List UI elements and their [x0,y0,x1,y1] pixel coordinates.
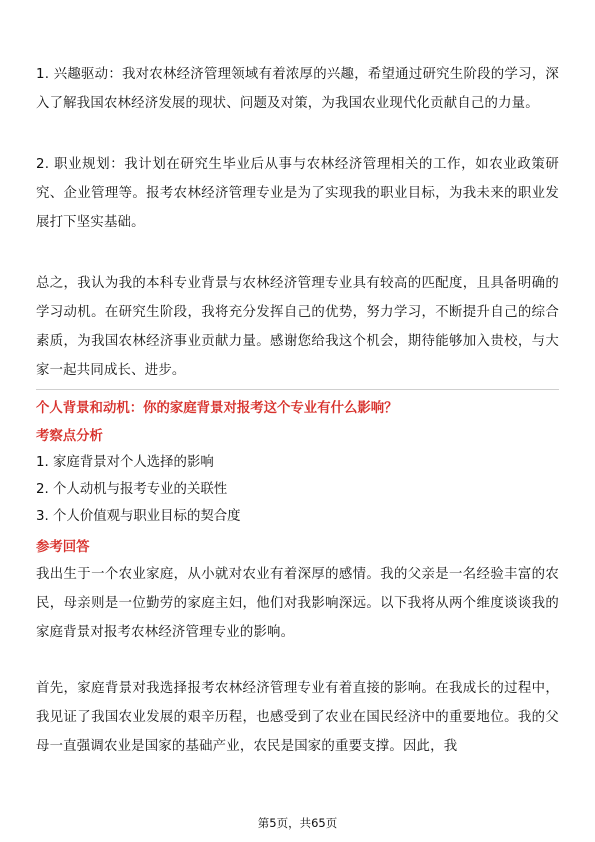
section-divider [36,389,559,390]
reference-answer-title: 参考回答 [36,540,90,555]
page-content [36,60,559,761]
answer-paragraph-first: 首先，家庭背景对我选择报考农林经济管理专业有着直接的影响。在我成长的过程中，我见证了我国农业发展的艰辛历程，也感受到了农业在国民经济中的重要地位。我的父母一直强调农业是国家的基础产业，农民是国家的重要支撑。因此，我 [36,681,559,754]
analysis-point: 1. 家庭背景对个人选择的影响 [36,455,214,470]
paragraph-career-plan: 2. 职业规划：我计划在研究生毕业后从事与农林经济管理相关的工作，如农业政策研究、企业管理等。报考农林经济管理专业是为了实现我的职业目标，为我未来的职业发展打下坚实基础。 [36,157,559,230]
analysis-point: 3. 个人价值观与职业目标的契合度 [36,509,241,524]
paragraph-conclusion: 总之，我认为我的本科专业背景与农林经济管理专业具有较高的匹配度，且具备明确的学习动机。在研究生阶段，我将充分发挥自己的优势，努力学习，不断提升自己的综合素质，为我国农林经济事业贡献力量。感谢您给我这个机会，期待能够加入贵校，与大家一起共同成长、进步。 [36,276,559,378]
analysis-list [36,449,559,530]
paragraph-interest-drive: 1. 兴趣驱动：我对农林经济管理领域有着浓厚的兴趣，希望通过研究生阶段的学习，深入了解我国农林经济发展的现状、问题及对策，为我国农业现代化贡献自己的力量。 [36,67,559,111]
question-heading: 个人背景和动机：你的家庭背景对报考这个专业有什么影响？ [36,401,398,416]
answer-paragraph-intro: 我出生于一个农业家庭，从小就对农业有着深厚的感情。我的父亲是一名经验丰富的农民，母亲则是一位勤劳的家庭主妇，他们对我影响深远。以下我将从两个维度谈谈我的家庭背景对报考农林经济管理专业的影响。 [36,567,559,640]
analysis-point: 2. 个人动机与报考专业的关联性 [36,482,228,497]
page-number-footer: 第5页，共65页 [257,816,338,830]
analysis-title: 考察点分析 [36,429,103,444]
